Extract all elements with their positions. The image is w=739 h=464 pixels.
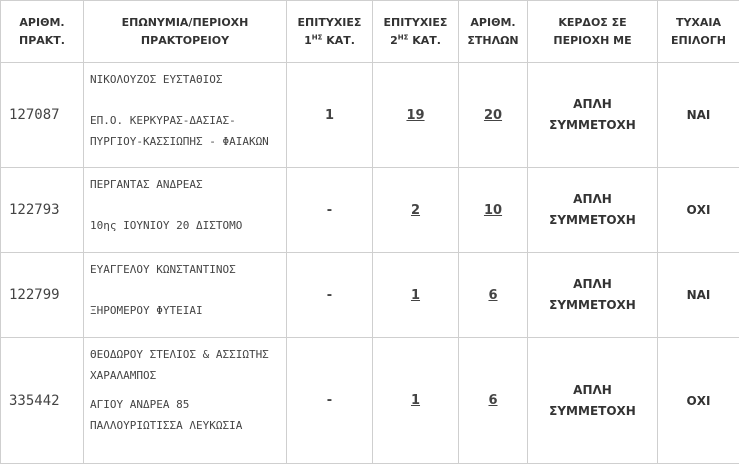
table-row	[1, 63, 739, 168]
second-category-link[interactable]: 1	[410, 287, 421, 303]
second-category-wins	[373, 338, 459, 464]
first-category-wins: -	[287, 338, 373, 464]
table-row	[1, 253, 739, 338]
first-category-wins: 1	[287, 63, 373, 168]
header-first-category: ΕΠΙΤΥΧΙΕΣ $1^{H\Sigma}$ ΚΑΤ.	[287, 1, 373, 63]
agent-address-line1: ΕΠ.Ο. ΚΕΡΚΥΡΑΣ-ΔΑΣΙΑΣ-	[90, 114, 236, 127]
second-category-wins	[373, 63, 459, 168]
prize-area: ΑΠΛΗ ΣΥΜΜΕΤΟΧΗ	[528, 253, 658, 338]
first-category-wins: -	[287, 168, 373, 253]
header-row	[1, 1, 739, 63]
first-category-wins: -	[287, 253, 373, 338]
second-category-link[interactable]: 2	[410, 202, 421, 218]
agent-name: ΕΥΑΓΓΕΛΟΥ ΚΩΝΣΤΑΝΤΙΝΟΣ	[90, 263, 236, 276]
header-random-pick: ΤΥΧΑΙΑ ΕΠΙΛΟΓΗ	[658, 1, 739, 63]
agent-address-line1: 10ης ΙΟΥΝΙΟΥ 20 ΔΙΣΤΟΜΟ	[90, 219, 243, 232]
agent-info	[84, 338, 287, 464]
agent-name-line2: ΧΑΡΑΛΑΜΠΟΣ	[90, 369, 157, 382]
agent-info	[84, 63, 287, 168]
columns-count	[459, 168, 528, 253]
columns-count	[459, 338, 528, 464]
agent-address-line1: ΞΗΡΟΜΕΡΟΥ ΦΥΤΕΙΑΙ	[90, 304, 203, 317]
columns-count	[459, 253, 528, 338]
second-category-wins	[373, 168, 459, 253]
columns-link[interactable]: 6	[488, 393, 498, 408]
agent-address-line1: ΑΓΙΟΥ ΑΝΔΡΕΑ 85	[90, 398, 190, 411]
columns-link[interactable]: 6	[488, 287, 498, 303]
random-pick: ΝΑΙ	[658, 253, 739, 338]
agent-name: ΠΕΡΓΑΝΤΑΣ ΑΝΔΡΕΑΣ	[90, 178, 203, 191]
table-row	[1, 338, 739, 464]
header-columns: ΑΡΙΘΜ. ΣΤΗΛΩΝ	[459, 1, 528, 63]
agent-name: ΘΕΟΔΩΡΟΥ ΣΤΕΛΙΟΣ & ΑΣΣΙΩΤΗΣ	[90, 348, 269, 361]
second-category-link[interactable]: 1	[410, 393, 421, 408]
agent-info	[84, 253, 287, 338]
agent-code: 127087	[1, 63, 84, 168]
second-category-wins	[373, 253, 459, 338]
prize-area: ΑΠΛΗ ΣΥΜΜΕΤΟΧΗ	[528, 63, 658, 168]
columns-count	[459, 63, 528, 168]
table-row	[1, 168, 739, 253]
header-agent-name: ΕΠΩΝΥΜΙΑ/ΠΕΡΙΟΧΗ ΠΡΑΚΤΟΡΕΙΟΥ	[84, 1, 287, 63]
agent-name: ΝΙΚΟΛΟΥΖΟΣ ΕΥΣΤΑΘΙΟΣ	[90, 73, 223, 86]
agent-code: 122793	[1, 168, 84, 253]
random-pick: ΟΧΙ	[658, 338, 739, 464]
prize-area: ΑΠΛΗ ΣΥΜΜΕΤΟΧΗ	[528, 338, 658, 464]
header-agent-code: ΑΡΙΘΜ. ΠΡΑΚΤ.	[1, 1, 84, 63]
random-pick: ΝΑΙ	[658, 63, 739, 168]
agent-code: 335442	[1, 338, 84, 464]
agent-code: 122799	[1, 253, 84, 338]
agent-address-line2: ΠΥΡΓΙΟΥ-ΚΑΣΣΙΩΠΗΣ - ΦΑΙΑΚΩΝ	[90, 135, 269, 148]
columns-link[interactable]: 10	[483, 202, 503, 218]
prize-area: ΑΠΛΗ ΣΥΜΜΕΤΟΧΗ	[528, 168, 658, 253]
agent-address-line2: ΠΑΛΛΟΥΡΙΩΤΙΣΣΑ ΛΕΥΚΩΣΙΑ	[90, 419, 243, 432]
columns-link[interactable]: 20	[483, 107, 503, 123]
random-pick: ΟΧΙ	[658, 168, 739, 253]
header-prize-area: ΚΕΡΔΟΣ ΣΕ ΠΕΡΙΟΧΗ ΜΕ	[528, 1, 658, 63]
agent-info	[84, 168, 287, 253]
second-category-link[interactable]: 19	[406, 107, 425, 123]
header-second-category: ΕΠΙΤΥΧΙΕΣ $2^{H\Sigma}$ ΚΑΤ.	[373, 1, 459, 63]
